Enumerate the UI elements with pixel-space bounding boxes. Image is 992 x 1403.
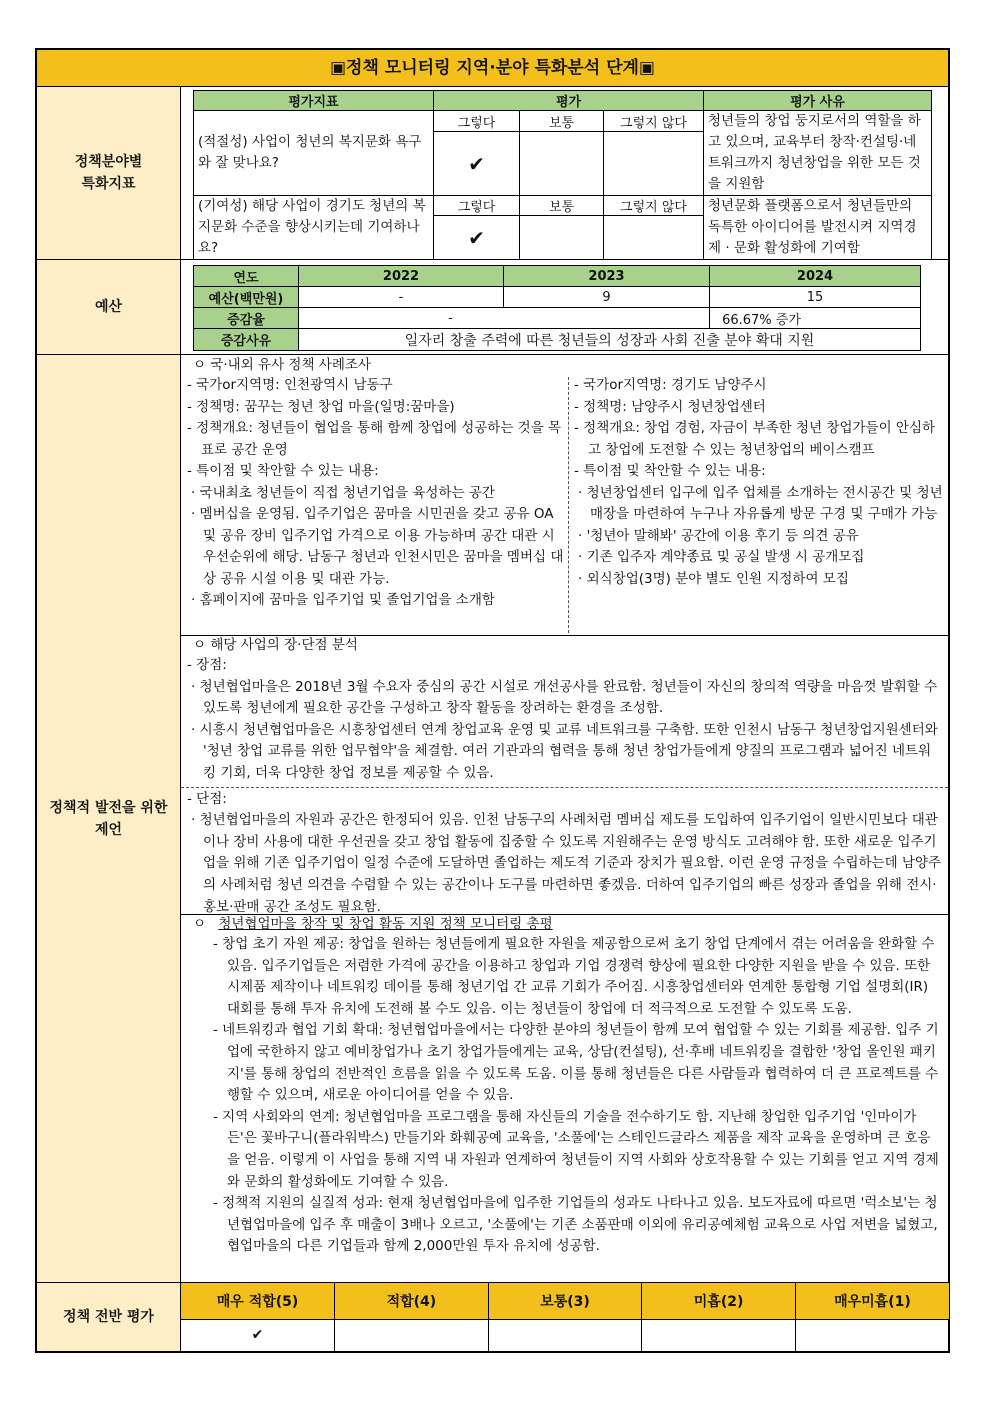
empty-cell bbox=[642, 1319, 796, 1351]
header-reason: 평가 사유 bbox=[704, 91, 932, 111]
summary-item: - 정책적 지원의 실질적 성과: 현재 청년협업마을에 입주한 기업들의 성과도 나타나고 있음. 보도자료에 따르면 '럭소보'는 청년협업마을에 입주 후 매출이 3배나 오르고, '소풀에'는 기존 소품판매 이외에 유리공예체험 교육으로 사업 저변을 넓혔고, 협업마을의 다른 기업들과 함께 2,000만원 투자 유치에 성공함. bbox=[213, 1195, 938, 1255]
case-left-line: · 멤버십을 운영됨. 입주기업은 꿈마을 시민권을 갖고 공유 OA 및 공유 장비 입주기업 가격으로 이용 가능하며 공간 대관 시 우선순위에 해당. 남동구 청년과 인천시민은 꿈마을 멤버십 대상 공유 시설 이용 및 대관 가능. bbox=[191, 506, 564, 587]
case-right-line: · '청년아 말해봐' 공간에 이용 후기 등 의견 공유 bbox=[578, 527, 859, 544]
proposal-label bbox=[37, 355, 181, 1282]
check-mark-icon: ✔ bbox=[181, 1319, 335, 1351]
scale-yes-1: 그렇다 bbox=[434, 111, 520, 132]
empty-cell bbox=[520, 132, 604, 196]
case-left-line: · 국내최초 청년들이 직접 청년기업을 육성하는 공간 bbox=[191, 484, 495, 501]
budget-table bbox=[193, 265, 921, 351]
rate-2024: 66.67% 증가 bbox=[710, 308, 921, 329]
empty-cell bbox=[604, 132, 704, 196]
case-left-line: - 정책명: 꿈꾸는 청년 창업 마을(일명:꿈마을) bbox=[187, 398, 455, 415]
pros-label: - 장점: bbox=[187, 657, 227, 673]
summary-title: 청년협업마을 창작 및 창업 활동 지원 정책 모니터링 총평 bbox=[218, 916, 553, 932]
indicator-label bbox=[37, 87, 181, 259]
year-2023: 2023 bbox=[504, 266, 710, 287]
summary-item: - 지역 사회와의 연계: 청년협업마을 프로그램을 통해 자신들의 기술을 전수하기도 함. 지난해 창업한 입주기업 '인마이가든'은 꽃바구니(플라워박스) 만들기와 화훼공예 교육을, '소풀에'는 스테인드글라스 제품을 제작 교육을 운영하며 큰 호응을 얻음. 이렇게 이 사업을 통해 지역 내 자원과 연계하여 청년들이 지역 사회와 상호작용할 수 있는 기회를 얻고 지역 경제와 문화의 활성화에도 기여할 수 있음. bbox=[213, 1108, 939, 1190]
case-right-line: - 정책개요: 창업 경험, 자금이 부족한 청년 창업가들이 안심하고 창업에 도전할 수 있는 청년창업의 베이스캠프 bbox=[574, 420, 936, 458]
empty-cell bbox=[335, 1319, 489, 1351]
evaluation-table bbox=[181, 1283, 949, 1351]
year-2022: 2022 bbox=[299, 266, 504, 287]
case-left-line: · 홈페이지에 꿈마을 입주기업 및 졸업기업을 소개함 bbox=[191, 592, 495, 608]
evaluation-content bbox=[181, 1283, 948, 1351]
pros-cons-divider bbox=[181, 787, 948, 788]
option-very-suitable: 매우 적합(5) bbox=[181, 1283, 335, 1319]
budget-amount-header: 예산(백만원) bbox=[194, 287, 299, 308]
evaluation-label: 정책 전반 평가 bbox=[37, 1283, 181, 1351]
case-right-line: - 정책명: 남양주시 청년창업센터 bbox=[574, 398, 766, 415]
scale-no-2: 그렇지 않다 bbox=[604, 196, 704, 216]
summary-items bbox=[181, 934, 948, 1258]
case-left-column bbox=[187, 375, 565, 612]
pros-section bbox=[181, 655, 948, 785]
budget-label: 예산 bbox=[37, 260, 181, 354]
pros-item: · 시흥시 청년협업마을은 시흥창업센터 연계 창업교육 운영 및 교류 네트워크를 구축함. 또한 인천시 남동구 청년창업지원센터와 '청년 창업 교류를 위한 업무협약'을 체결함. 여러 기관과의 협력을 통해 청년 창업가들에게 양질의 프로그램과 넓어진 네트워킹 기회, 더욱 다양한 창업 정보를 제공할 수 있음. bbox=[191, 721, 938, 781]
evaluation-section bbox=[37, 1283, 948, 1351]
empty-cell bbox=[795, 1319, 949, 1351]
case-right-line: - 특이점 및 착안할 수 있는 내용: bbox=[574, 463, 766, 479]
rate-2023: - bbox=[299, 308, 710, 329]
proposal-label-text: 정책적 발전을 위한 제언 bbox=[49, 799, 168, 838]
scale-normal-1: 보통 bbox=[520, 111, 604, 132]
summary-title-row bbox=[181, 914, 948, 934]
strength-weakness-block bbox=[181, 635, 948, 915]
question-1: (적절성) 사업이 청년의 복지문화 욕구와 잘 맞나요? bbox=[194, 111, 434, 196]
cons-item: · 청년협업마을의 자원과 공간은 한정되어 있음. 인천 남동구의 사례처럼 멤버십 제도를 도입하여 입주기업이 일반시민보다 대관이나 장비 사용에 대한 우선권을 갖고 창업 활동에 집중할 수 있도록 지원해주는 운영 방식도 고려해야 함. 또한 새로운 입주기업을 위해 기존 입주기업이 일정 수준에 도달하면 졸업하는 제도적 기준과 장치가 필요함. 이런 운영 규정을 수립하는데 남양주의 사례처럼 청년 의견을 수렴할 수 있는 공간이나 도구를 마련하면 좋겠음. 더하여 입주기업의 빠른 성장과 졸업을 위해 전시·홍보·판매 공간 조성도 필요함. bbox=[191, 812, 942, 915]
case-column-divider bbox=[568, 377, 569, 633]
indicator-table bbox=[193, 90, 932, 260]
check-mark-icon: ✔ bbox=[434, 132, 520, 196]
case-right-line: - 국가or지역명: 경기도 남양주시 bbox=[574, 377, 767, 393]
question-2: (기여성) 해당 사업이 경기도 청년의 복지문화 수준을 향상시키는데 기여하나요? bbox=[194, 196, 434, 260]
reason-2: 청년문화 플랫폼으로서 청년들만의 독특한 아이디어를 발전시켜 지역경제 · 문화 활성화에 기여함 bbox=[704, 196, 932, 260]
proposal-content bbox=[181, 355, 948, 1282]
case-right-line: · 외식창업(3명) 분야 별도 인원 지정하여 모집 bbox=[578, 570, 849, 587]
empty-cell bbox=[604, 216, 704, 260]
budget-content bbox=[181, 260, 948, 354]
cons-section bbox=[181, 789, 948, 919]
summary-bullet: ㅇ bbox=[193, 916, 207, 932]
budget-reason: 일자리 창출 주력에 따른 청년들의 성장과 사회 진출 분야 확대 지원 bbox=[299, 329, 921, 351]
page-title: ▣정책 모니터링 지역·분야 특화분석 단계▣ bbox=[37, 50, 948, 87]
budget-section bbox=[37, 260, 948, 355]
option-suitable: 적합(4) bbox=[335, 1283, 489, 1319]
option-insufficient: 미흡(2) bbox=[642, 1283, 796, 1319]
scale-yes-2: 그렇다 bbox=[434, 196, 520, 216]
case-right-column bbox=[574, 375, 946, 590]
scale-no-1: 그렇지 않다 bbox=[604, 111, 704, 132]
header-indicator: 평가지표 bbox=[194, 91, 434, 111]
case-left-line: - 정책개요: 청년들이 협업을 통해 함께 창업에 성공하는 것을 목표로 공간 운영 bbox=[187, 420, 562, 458]
reason-header: 증감사유 bbox=[194, 329, 299, 351]
option-very-insufficient: 매우미흡(1) bbox=[795, 1283, 949, 1319]
case-right-line: · 기존 입주자 계약종료 및 공실 발생 시 공개모집 bbox=[578, 549, 865, 565]
option-normal: 보통(3) bbox=[488, 1283, 642, 1319]
budget-2024: 15 bbox=[710, 287, 921, 308]
cons-label: - 단점: bbox=[187, 790, 227, 807]
year-2024: 2024 bbox=[710, 266, 921, 287]
pros-item: · 청년협업마을은 2018년 3월 수요자 중심의 공간 시설로 개선공사를 완료함. 청년들이 자신의 창의적 역량을 마음껏 발휘할 수 있도록 청년에게 필요한 공간을 구성하고 창작 활동을 장려하는 환경을 조성함. bbox=[191, 678, 938, 717]
budget-year-header: 연도 bbox=[194, 266, 299, 287]
scale-normal-2: 보통 bbox=[520, 196, 604, 216]
case-right-line: · 청년창업센터 입구에 입주 업체를 소개하는 전시공간 및 청년 매장을 마련하여 누구나 자유롭게 방문 구경 및 구매가 가능 bbox=[578, 484, 943, 522]
indicator-label-text: 정책분야별 특화지표 bbox=[74, 154, 143, 192]
summary-block bbox=[181, 914, 948, 1282]
case-left-line: - 특이점 및 착안할 수 있는 내용: bbox=[187, 463, 379, 479]
policy-monitoring-sheet bbox=[35, 48, 950, 1353]
rate-header: 증감율 bbox=[194, 308, 299, 329]
summary-item: - 창업 초기 자원 제공: 창업을 원하는 청년들에게 필요한 자원을 제공함으로써 초기 창업 단계에서 겪는 어려움을 완화할 수 있음. 입주기업들은 저렴한 가격에 공간을 이용하고 창업과 기업 경쟁력 향상에 필요한 다양한 지원을 받을 수 있음. 또한 시제품 제작이나 네트워킹 데이를 통해 청년기업 간 교류 기회가 주어짐. 시흥창업센터와 연계한 통합형 기업 설명회(IR) 대회를 통해 투자 유치에 도전해 볼 수도 있음. 이는 청년들이 창업에 더 적극적으로 도전할 수 있도록 도움. bbox=[213, 936, 935, 1017]
empty-cell bbox=[488, 1319, 642, 1351]
summary-item: - 네트워킹과 협업 기회 확대: 청년협업마을에서는 다양한 분야의 청년들이 함께 모여 협업할 수 있는 기회를 제공함. 입주 기업에 국한하지 않고 예비창업가나 초기 창업가들에게는 교육, 상담(컨설팅), 선·후배 네트워킹을 결합한 '창업 올인원 패키지'를 통해 창업의 전반적인 흐름을 읽을 수 있도록 도움. 이를 통해 청년들은 다른 사람들과 협력하여 더 큰 프로젝트를 수행할 수 있으며, 새로운 아이디어를 얻을 수 있음. bbox=[213, 1022, 939, 1104]
indicator-content bbox=[181, 87, 948, 259]
sw-title: ㅇ 해당 사업의 장·단점 분석 bbox=[193, 637, 358, 653]
proposal-section bbox=[37, 355, 948, 1283]
empty-cell bbox=[520, 216, 604, 260]
case-study-block bbox=[181, 355, 948, 636]
case-left-line: - 국가or지역명: 인천광역시 남동구 bbox=[187, 377, 393, 393]
header-evaluation: 평가 bbox=[434, 91, 704, 111]
indicator-section bbox=[37, 87, 948, 260]
check-mark-icon: ✔ bbox=[434, 216, 520, 260]
budget-2022: - bbox=[299, 287, 504, 308]
case-study-title: ㅇ 국·내외 유사 정책 사례조사 bbox=[193, 357, 371, 373]
budget-2023: 9 bbox=[504, 287, 710, 308]
reason-1: 청년들의 창업 둥지로서의 역할을 하고 있으며, 교육부터 창작·컨설팅·네트워크까지 청년창업을 위한 모든 것을 지원함 bbox=[704, 111, 932, 196]
